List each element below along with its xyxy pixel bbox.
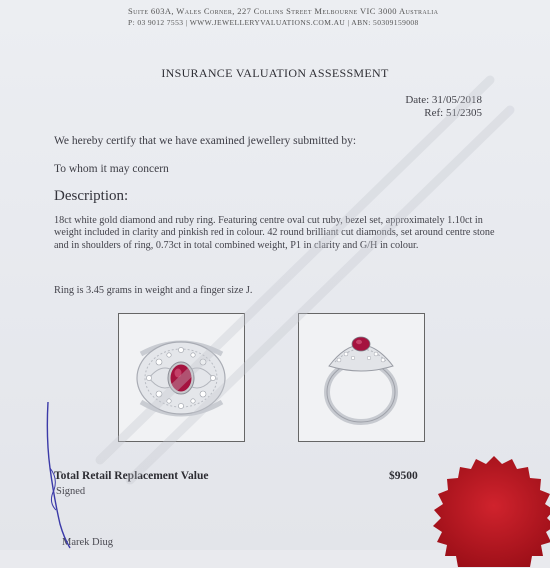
recipient-line: To whom it may concern	[54, 163, 169, 175]
document-date: Date: 31/05/2018	[405, 94, 482, 106]
ring-top-view-photo	[118, 313, 245, 442]
signed-label: Signed	[56, 486, 86, 497]
ring-side-view-photo	[298, 313, 425, 442]
signer-name: Marek Diug	[62, 537, 114, 548]
ring-weight-note: Ring is 3.45 grams in weight and a finger size J.	[54, 285, 253, 296]
ring-top-view-illustration	[119, 314, 244, 441]
red-seal-icon	[404, 448, 550, 568]
total-value-label: Total Retail Replacement Value	[54, 470, 209, 482]
certify-statement: We hereby certify that we have examined jewellery submitted by:	[54, 135, 357, 147]
letterhead-address: Suite 603A, Wales Corner, 227 Collins Street Melbourne VIC 3000 Australia	[128, 6, 439, 16]
document-ref: Ref: 51/2305	[424, 107, 482, 119]
ring-side-view-illustration	[299, 314, 424, 441]
signature-pen-stroke	[30, 398, 90, 550]
document-title: INSURANCE VALUATION ASSESSMENT	[161, 66, 389, 80]
letterhead-contact: P: 03 9012 7553 | WWW.JEWELLERYVALUATIONS.COM.AU | ABN: 50309159008	[128, 18, 419, 27]
description-body: 18ct white gold diamond and ruby ring. Featuring centre oval cut ruby, bezel set, approximately 1.10ct in weight included in clarity and pinkish red in colour. 42 round brilliant cut diamonds, set around centre stone and in shoulders of ring, 0.73ct in total combined weight, P1 in clarity and G/H in colour.	[54, 215, 495, 251]
description-heading: Description:	[54, 188, 129, 204]
total-value-amount: $9500	[389, 470, 418, 482]
